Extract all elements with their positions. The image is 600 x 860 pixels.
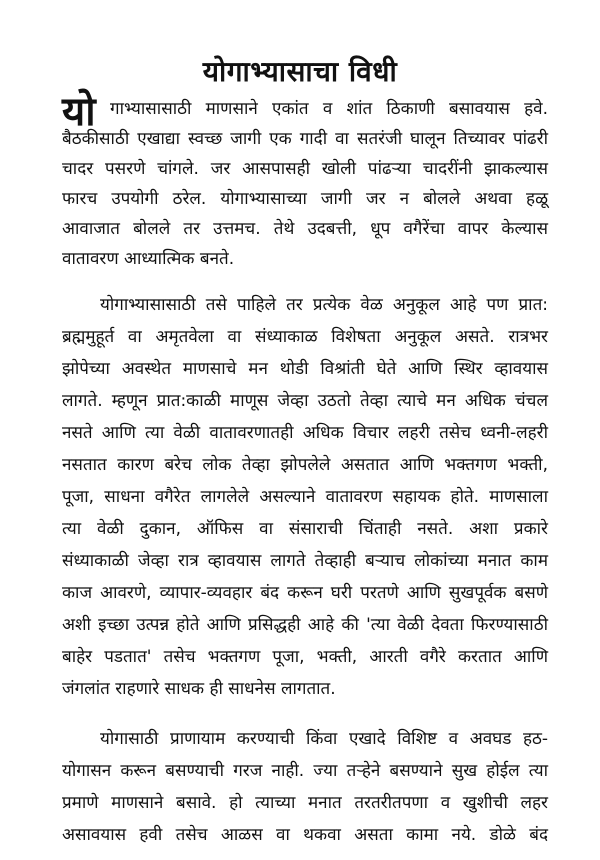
text-line: पूजा, साधना वगैरेत लागलेले असल्याने वातावरण सहायक होते. माणसाला [62, 487, 548, 507]
text-line: बाहेर पडतात' तसेच भक्तगण पूजा, भक्ती, आरती वगैरे करतात आणि [62, 647, 548, 667]
text-line: अशी इच्छा उत्पन्न होते आणि प्रसिद्धही आहे की 'त्या वेळी देवता फिरण्यासाठी [62, 615, 548, 635]
text-line: प्रमाणे माणसाने बसावे. हो त्याच्या मनात तरतरीतपणा व खुशीची लहर [62, 793, 548, 813]
text-line: त्या वेळी दुकान, ऑफिस वा संसाराची चिंताही नसते. अशा प्रकारे [62, 519, 548, 539]
text-line: योगासाठी प्राणायाम करण्याची किंवा एखादे विशिष्ट व अवघड हठ- [100, 729, 548, 749]
text-line: वातावरण आध्यात्मिक बनते. [62, 249, 235, 269]
text-line: लागते. म्हणून प्रात:काळी माणूस जेव्हा उठतो तेव्हा त्याचे मन अधिक चंचल [62, 391, 548, 411]
text-line: चादर पसरणे चांगले. जर आसपासही खोली पांढऱ्या चादरींनी झाकल्यास [62, 159, 548, 179]
text-line: नसतात कारण बरेच लोक तेव्हा झोपलेले असतात आणि भक्तगण भक्ती, [62, 455, 548, 475]
text-line: योगासन करून बसण्याची गरज नाही. ज्या तऱ्हेने बसण्याने सुख होईल त्या [62, 761, 548, 781]
text-line: काज आवरणे, व्यापार-व्यवहार बंद करून घरी परतणे आणि सुखपूर्वक बसणे [62, 583, 548, 603]
text-line: ब्रह्ममुहूर्त वा अमृतवेला वा संध्याकाळ विशेषता अनुकूल असते. रात्रभर [62, 327, 548, 347]
text-line: आवाजात बोलले तर उत्तमच. तेथे उदबत्ती, धूप वगैरेंचा वापर केल्यास [62, 219, 548, 239]
text-line: योगाभ्यासासाठी तसे पाहिले तर प्रत्येक वेळ अनुकूल आहे पण प्रात: [100, 295, 548, 315]
text-line: नसते आणि त्या वेळी वातावरणातही अधिक विचार लहरी तसेच ध्वनी-लहरी [62, 423, 548, 443]
text-line: फारच उपयोगी ठरेल. योगाभ्यासाच्या जागी जर न बोलले अथवा हळू [62, 189, 548, 209]
text-line: असावयास हवी तसेच आळस वा थकवा असता कामा नये. डोळे बंद [62, 825, 548, 845]
text-line: जंगलांत राहणारे साधक ही साधनेस लागतात. [62, 679, 336, 699]
text-line: गाभ्यासासाठी माणसाने एकांत व शांत ठिकाणी बसावयास हवे. [110, 99, 548, 119]
text-line: बैठकीसाठी एखाद्या स्वच्छ जागी एक गादी वा सतरंजी घालून तिच्यावर पांढरी [62, 129, 548, 149]
text-line: संध्याकाळी जेव्हा रात्र व्हावयास लागते तेव्हाही बऱ्याच लोकांच्या मनात काम [62, 551, 548, 571]
drop-cap: यो [62, 89, 96, 135]
page-title: योगाभ्यासाचा विधी [202, 55, 398, 88]
text-line: झोपेच्या अवस्थेत माणसाचे मन थोडी विश्रांती घेते आणि स्थिर व्हावयास [62, 359, 548, 379]
